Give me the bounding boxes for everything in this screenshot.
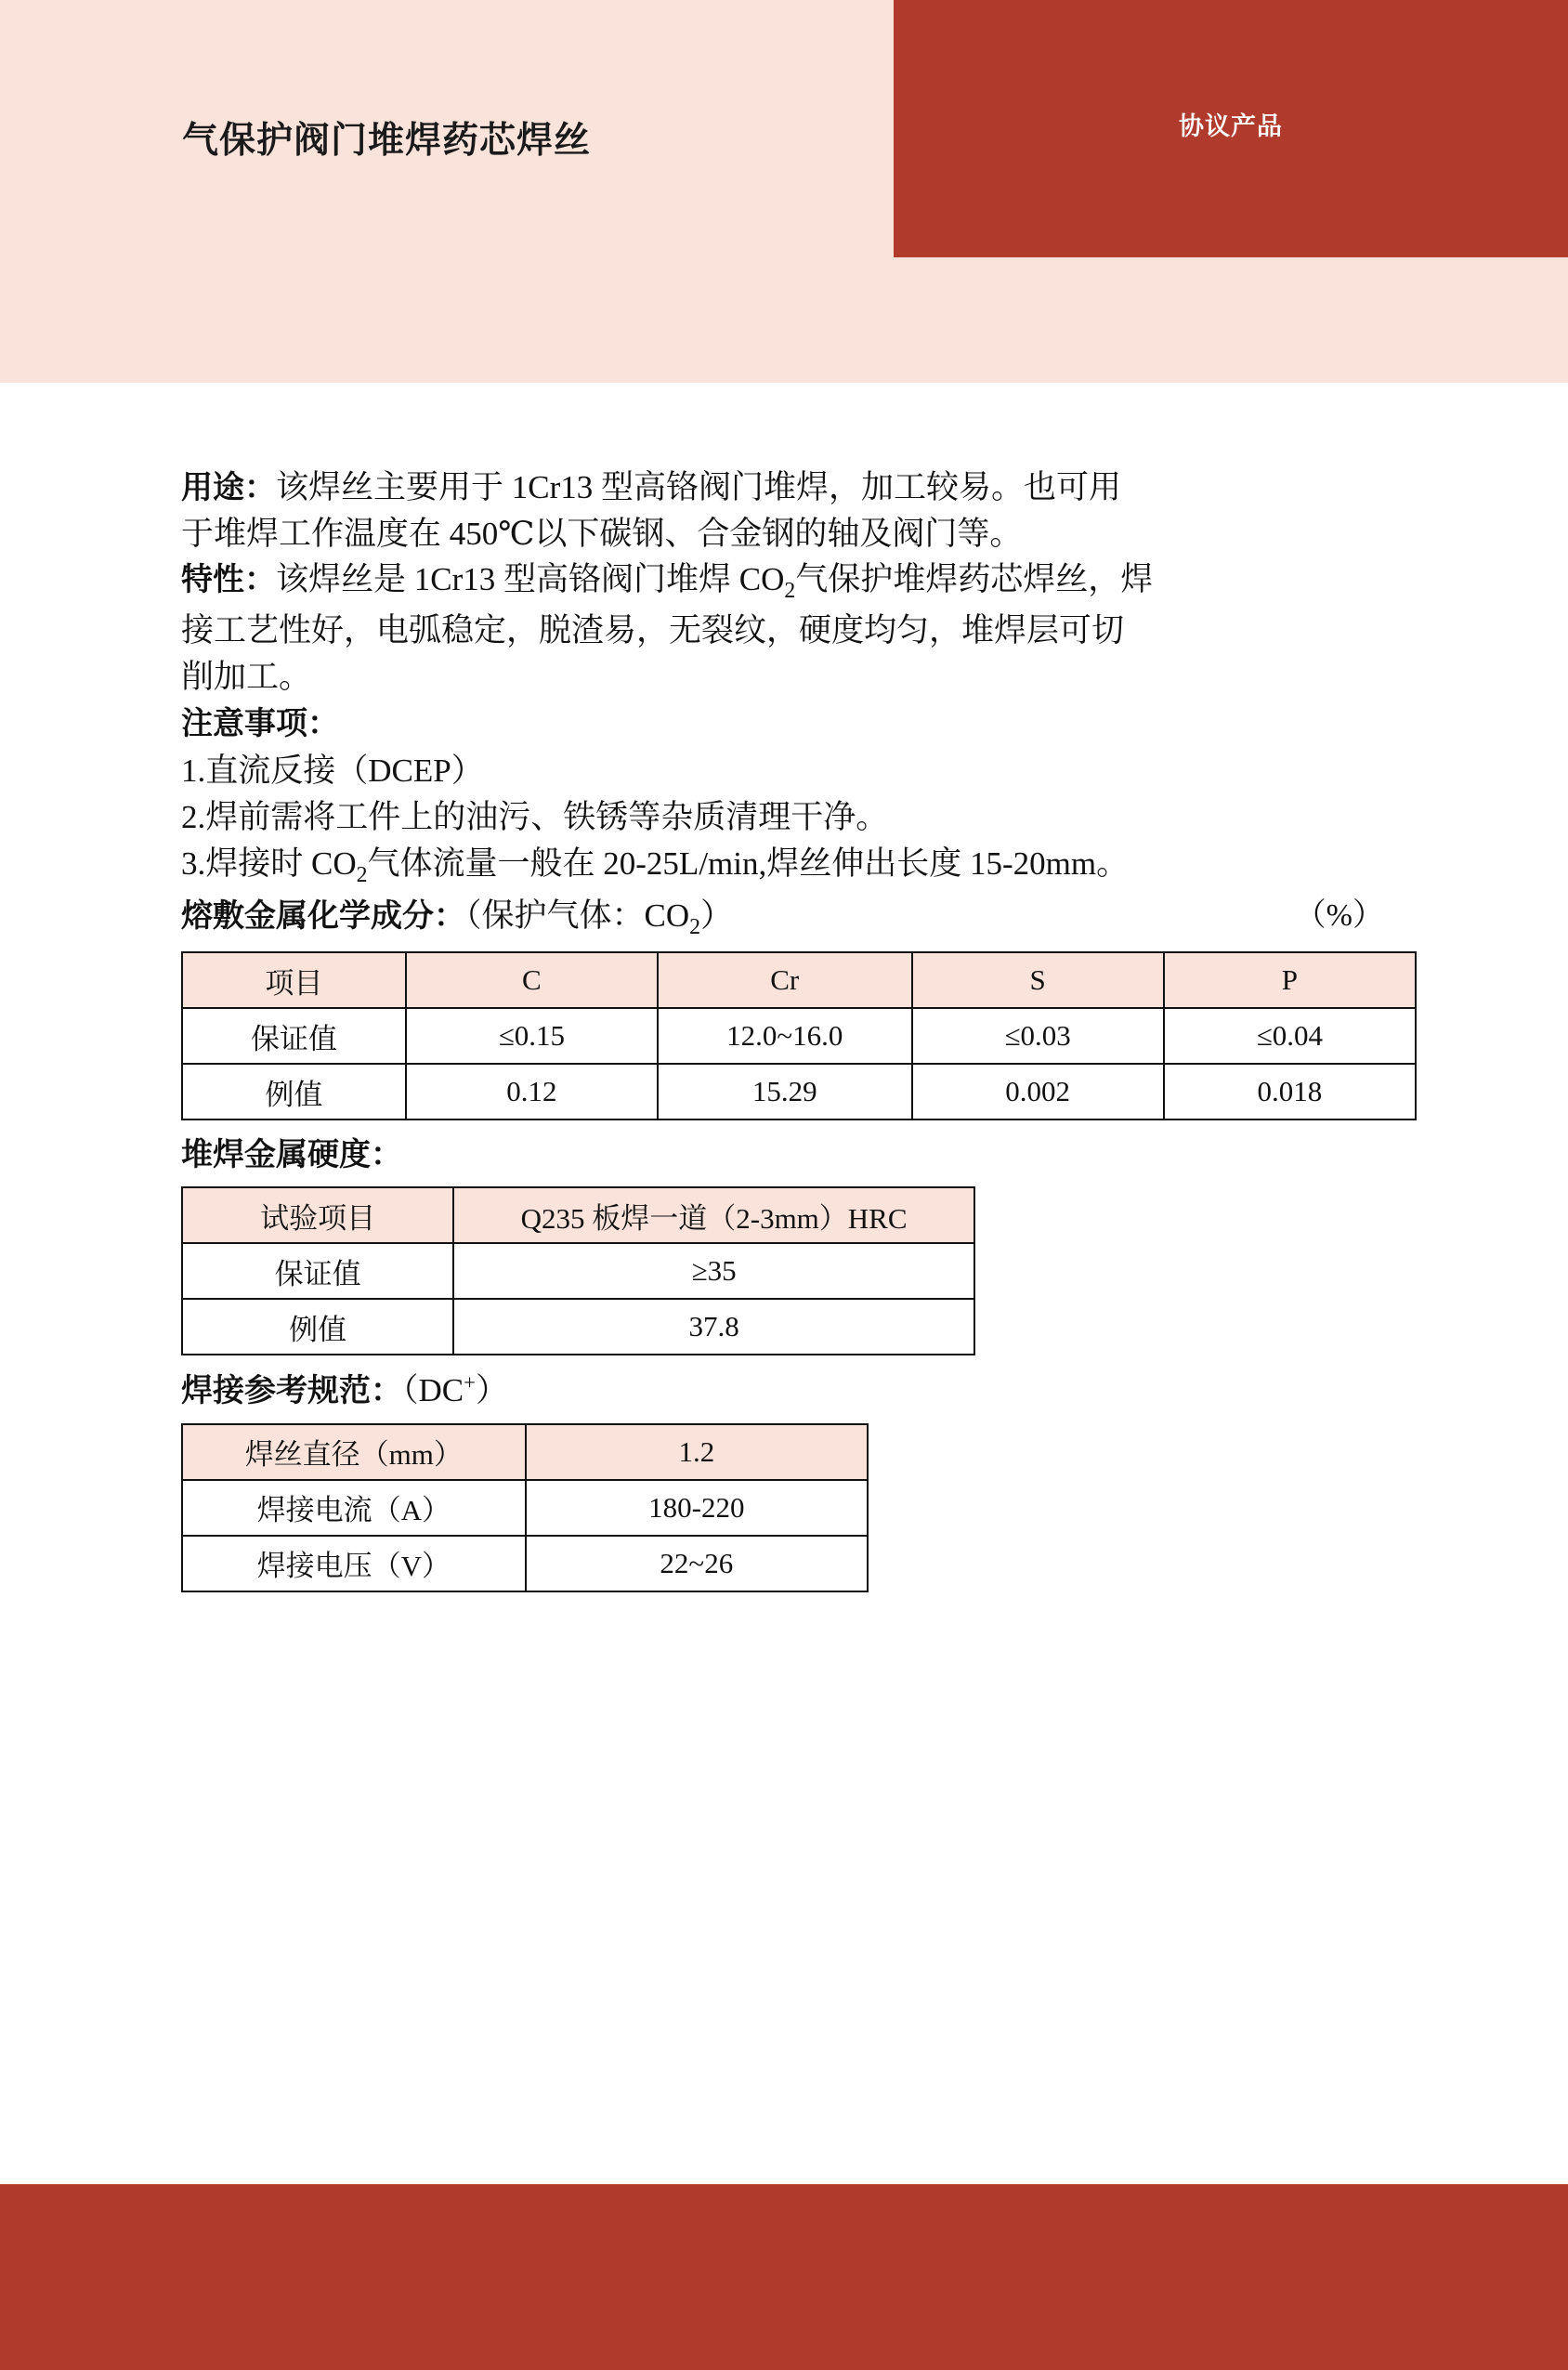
note-item-3-prefix: 3.焊接时 CO (181, 845, 357, 883)
composition-table (181, 951, 1417, 1120)
composition-r0-c2: 12.0~16.0 (658, 1008, 912, 1064)
composition-paren-close: ） (700, 897, 734, 934)
document-content (0, 465, 1568, 1604)
feature-label: 特性： (181, 562, 276, 598)
composition-r1-c3: 0.002 (912, 1064, 1164, 1120)
note-item-1: 1.直流反接（DCEP） (181, 752, 484, 789)
composition-r0-c4: ≤0.04 (1164, 1008, 1416, 1064)
table-row (182, 1480, 868, 1536)
feature-text-line2: 接工艺性好，电弧稳定，脱渣易，无裂纹，硬度均匀，堆焊层可切 (181, 612, 1125, 649)
notes-label: 注意事项： (181, 705, 339, 741)
co2-subscript: 2 (784, 579, 796, 604)
table-row (182, 1299, 974, 1355)
composition-r1-c1: 0.12 (406, 1064, 658, 1120)
composition-percent-unit: （%） (1294, 897, 1384, 933)
hardness-heading: 堆焊金属硬度： (181, 1137, 402, 1173)
parameters-r1-c0: 焊接电流（A） (182, 1480, 526, 1536)
note-item-2: 2.焊前需将工件上的油污、铁锈等杂质清理干净。 (181, 798, 889, 835)
parameters-r0-c1: 1.2 (526, 1424, 868, 1480)
composition-heading-text: 熔敷金属化学成分： (181, 897, 465, 934)
product-tag-badge: 协议产品 (1179, 112, 1283, 140)
parameters-table (181, 1423, 869, 1592)
composition-col-2: Cr (658, 952, 912, 1008)
feature-text-line1a: 该焊丝是 1Cr13 型高铬阀门堆焊 CO (276, 561, 785, 598)
parameters-polarity (402, 1372, 508, 1408)
parameters-heading-text: 焊接参考规范： (181, 1373, 402, 1409)
composition-col-4: P (1164, 952, 1416, 1008)
table-header-row (182, 952, 1416, 1008)
feature-text-line3: 削加工。 (181, 658, 312, 695)
table-row (182, 1243, 974, 1299)
hardness-r1-c1: 37.8 (453, 1299, 974, 1355)
composition-col-0: 项目 (182, 952, 406, 1008)
composition-heading (181, 892, 1392, 945)
table-row (182, 1536, 868, 1591)
page-title: 气保护阀门堆焊药芯焊丝 (182, 121, 592, 161)
table-row (182, 1008, 1416, 1064)
co2-subscript: 2 (356, 863, 368, 888)
hardness-col-1: Q235 板焊一道（2-3mm）HRC (453, 1187, 974, 1243)
table-header-row (182, 1187, 974, 1243)
composition-r1-c4: 0.018 (1164, 1064, 1416, 1120)
parameters-r1-c1: 180-220 (526, 1480, 868, 1536)
usage-text-line1: 该焊丝主要用于 1Cr13 型高铬阀门堆焊，加工较易。也可用 (276, 469, 1122, 505)
parameters-r2-c1: 22~26 (526, 1536, 868, 1591)
hardness-col-0: 试验项目 (182, 1187, 453, 1243)
table-row (182, 1424, 868, 1480)
composition-heading-paren: （保护气体：$CO_2$） (465, 897, 734, 939)
table-row (182, 1064, 1416, 1120)
parameters-r0-c0: 焊丝直径（mm） (182, 1424, 526, 1480)
usage-paragraph (181, 465, 1392, 556)
hardness-r0-c0: 保证值 (182, 1243, 453, 1299)
note-item-3 (181, 841, 1392, 891)
note-item-3-suffix: 气体流量一般在 20-25L/min,焊丝伸出长度 15-20mm。 (367, 845, 1130, 883)
usage-label: 用途： (181, 470, 276, 505)
composition-col-3: S (912, 952, 1164, 1008)
composition-gas-label: （保护气体：CO (465, 897, 690, 934)
composition-r0-c0: 保证值 (182, 1008, 406, 1064)
usage-text-line2: 于堆焊工作温度在 450℃以下碳钢、合金钢的轴及阀门等。 (181, 515, 1023, 552)
composition-r1-c2: 15.29 (658, 1064, 912, 1120)
composition-col-1: C (406, 952, 658, 1008)
parameters-sup: + (464, 1370, 476, 1395)
composition-r1-c0: 例值 (182, 1064, 406, 1120)
hardness-table (181, 1186, 975, 1355)
parameters-heading (181, 1367, 1392, 1416)
composition-r0-c1: ≤0.15 (406, 1008, 658, 1064)
hardness-r0-c1: ≥35 (453, 1243, 974, 1299)
feature-paragraph (181, 556, 1392, 700)
header-band (0, 0, 1568, 383)
parameters-paren-close: ） (475, 1372, 508, 1409)
footer-band (0, 2184, 1568, 2370)
composition-r0-c3: ≤0.03 (912, 1008, 1164, 1064)
feature-text-line1b: 气保护堆焊药芯焊丝，焊 (795, 561, 1154, 598)
parameters-paren-open: （DC (402, 1372, 464, 1409)
hardness-r1-c0: 例值 (182, 1299, 453, 1355)
parameters-r2-c0: 焊接电压（V） (182, 1536, 526, 1591)
